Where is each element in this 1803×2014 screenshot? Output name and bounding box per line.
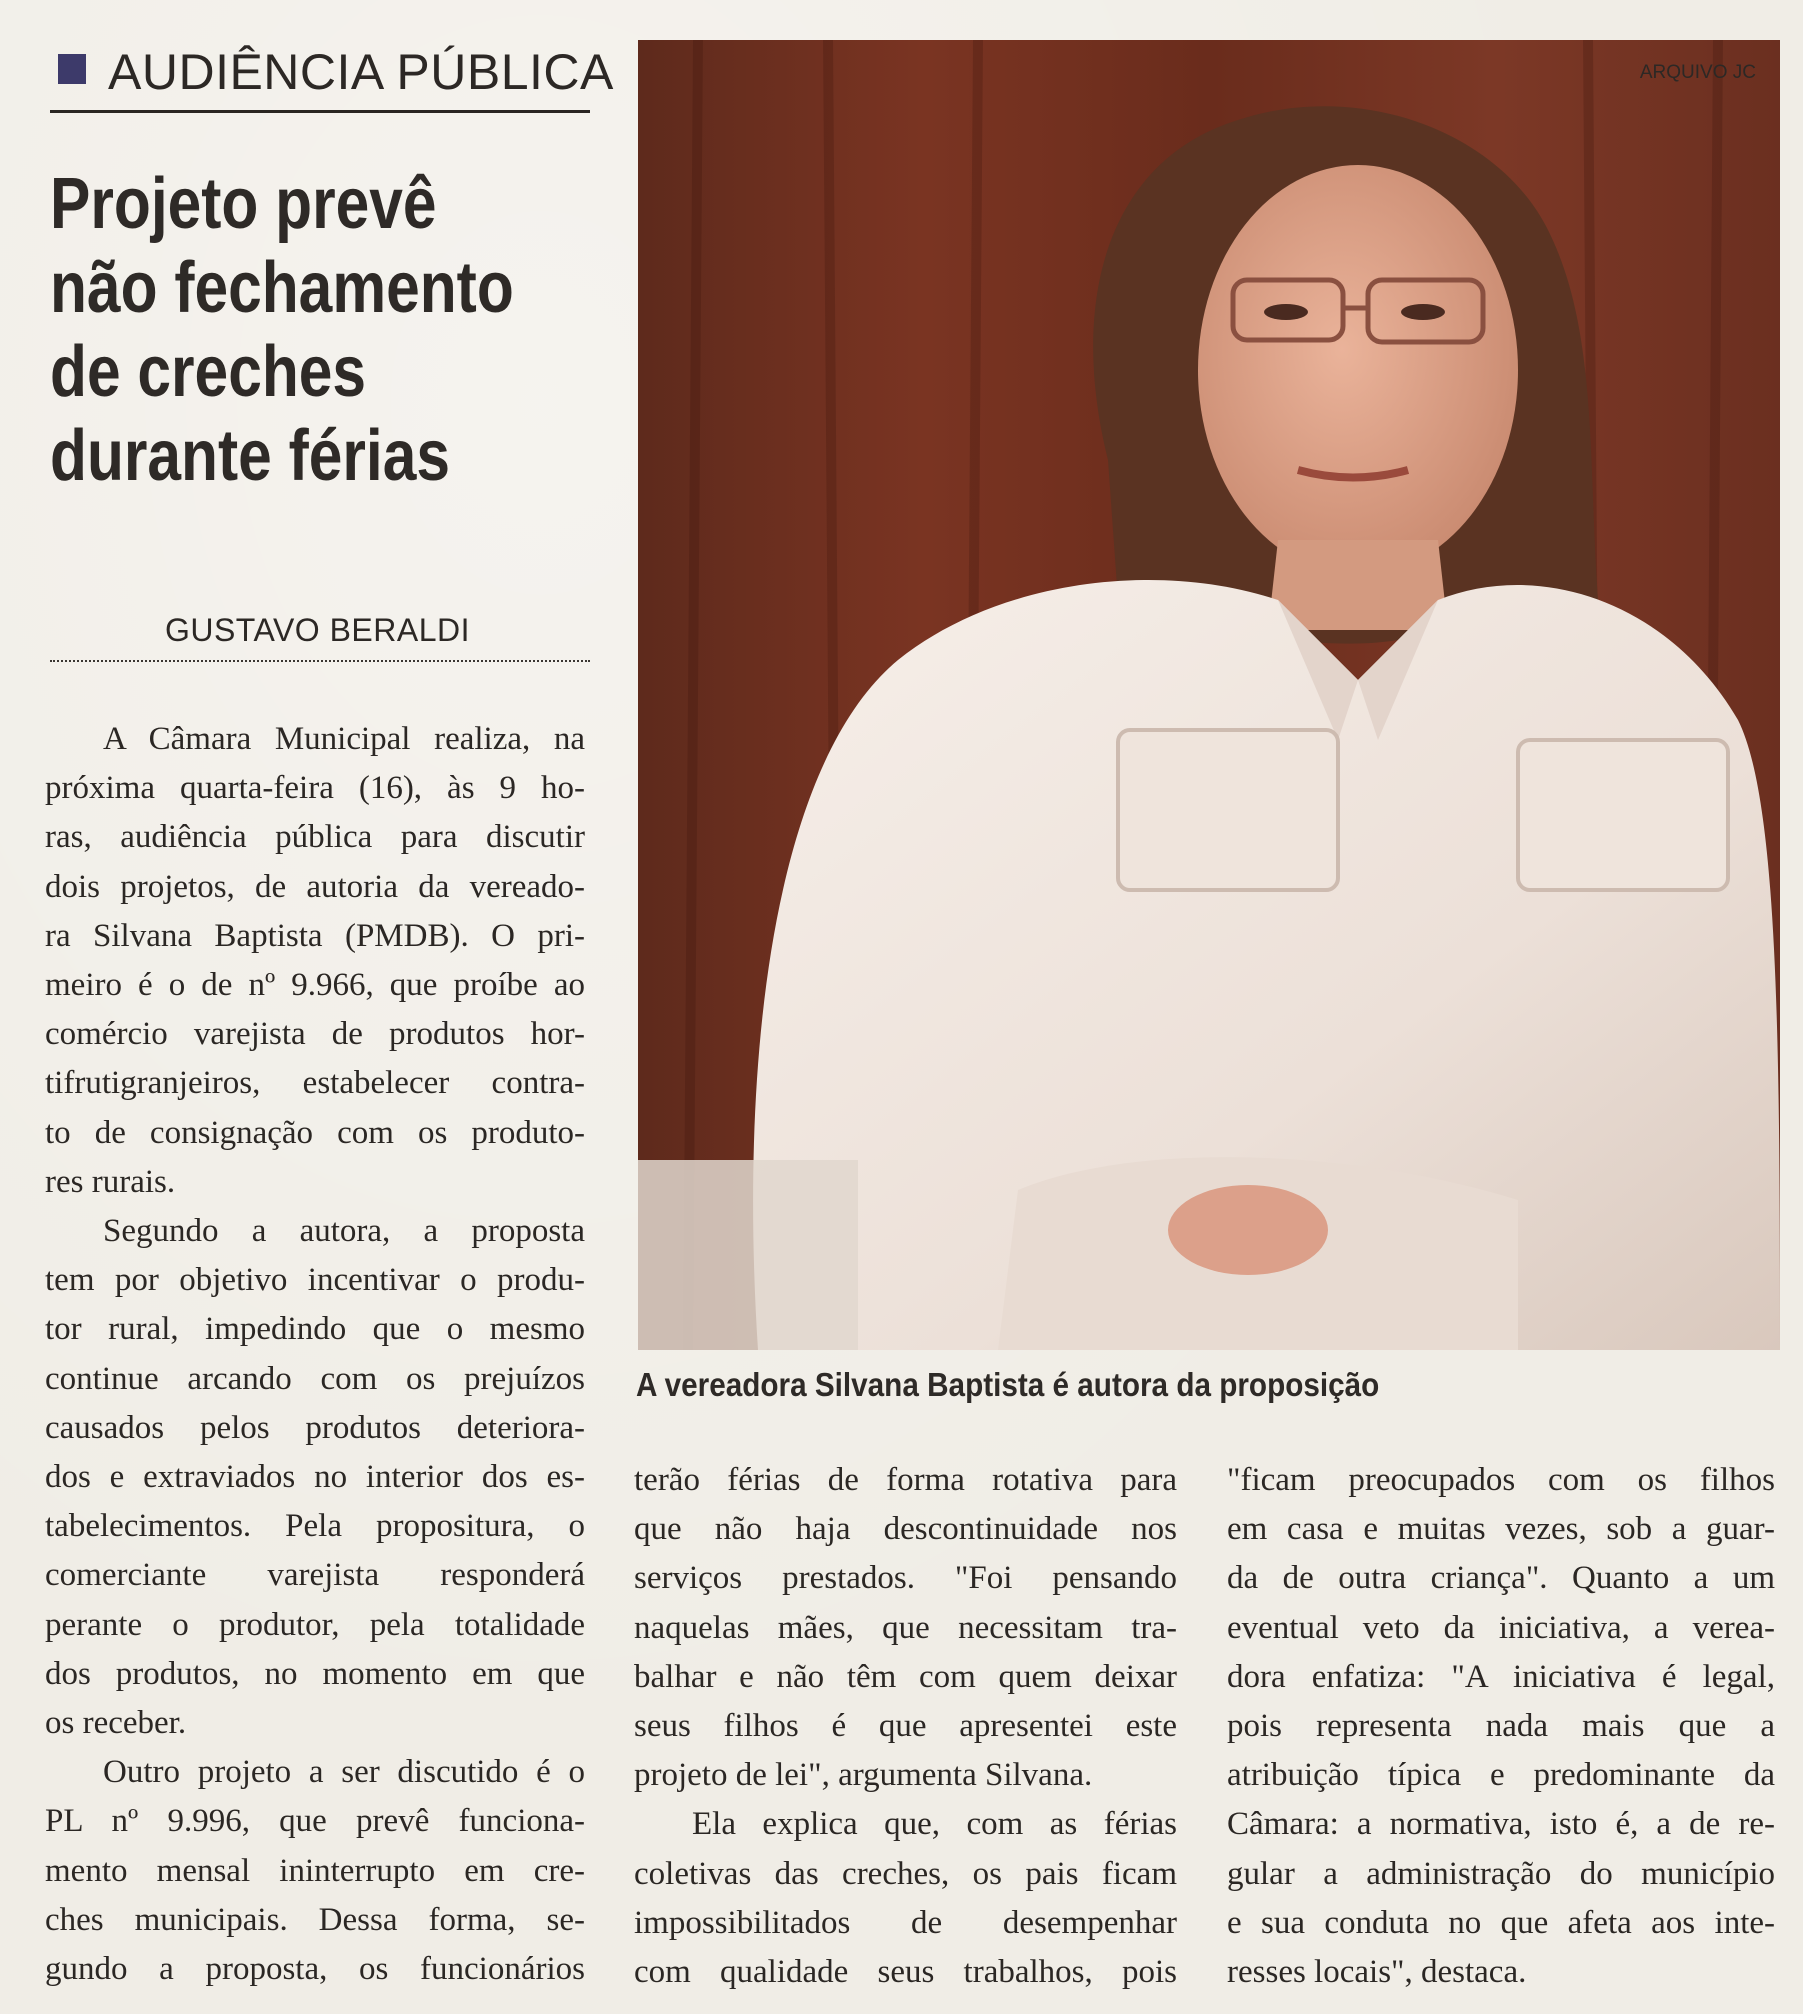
headline-line: não fechamento: [50, 248, 514, 328]
section-square-icon: [58, 54, 86, 84]
text-line: balhar e não têm com quem deixar: [634, 1658, 1177, 1695]
text-line: seus filhos é que apresentei este: [634, 1708, 1177, 1745]
text-line: comerciante varejista responderá: [45, 1557, 585, 1594]
text-line: tifrutigranjeiros, estabelecer contra-: [45, 1065, 585, 1102]
text-line: ches municipais. Dessa forma, se-: [45, 1901, 585, 1938]
text-line: da de outra criança". Quanto a um: [1227, 1560, 1775, 1597]
text-line: serviços prestados. "Foi pensando: [634, 1560, 1177, 1597]
headline-line: durante férias: [50, 416, 450, 496]
text-line: gundo a proposta, os funcionários: [45, 1951, 585, 1988]
text-line: terão férias de forma rotativa para: [634, 1462, 1177, 1498]
text-line: A Câmara Municipal realiza, na: [103, 721, 585, 757]
text-line: impossibilitados de desempenhar: [634, 1904, 1177, 1941]
headline-line: de creches: [50, 332, 367, 412]
text-line: eventual veto da iniciativa, a verea-: [1227, 1609, 1775, 1646]
text-line: continue arcando com os prejuízos: [45, 1360, 585, 1397]
text-line: res rurais.: [45, 1163, 176, 1200]
text-line: causados pelos produtos deteriora-: [45, 1409, 585, 1446]
article-column-2: [634, 1456, 1177, 1997]
text-line: ras, audiência pública para discutir: [45, 819, 585, 856]
text-line: Segundo a autora, a proposta: [103, 1213, 585, 1250]
headline-line: Projeto prevê: [50, 164, 437, 244]
text-line: comércio varejista de produtos hor-: [45, 1016, 585, 1053]
text-line: dora enfatiza: "A iniciativa é legal,: [1227, 1658, 1775, 1695]
text-line: coletivas das creches, os pais ficam: [634, 1855, 1177, 1892]
text-line: to de consignação com os produto-: [45, 1114, 585, 1151]
author-name: GUSTAVO BERALDI: [164, 612, 470, 648]
section-header: [50, 38, 614, 113]
text-line: que não haja descontinuidade nos: [634, 1511, 1177, 1548]
text-line: "ficam preocupados com os filhos: [1227, 1462, 1775, 1498]
text-line: próxima quarta-feira (16), às 9 ho-: [45, 770, 585, 807]
text-line: Outro projeto a ser discutido é o: [103, 1754, 585, 1791]
article-photo: [638, 40, 1780, 1350]
text-line: os receber.: [45, 1705, 187, 1742]
text-line: mento mensal ininterrupto em cre-: [45, 1852, 585, 1889]
photo-caption: A vereadora Silvana Baptista é autora da proposição: [636, 1366, 1380, 1403]
text-line: e sua conduta no que afeta aos inte-: [1227, 1904, 1775, 1941]
text-line: resses locais", destaca.: [1227, 1954, 1527, 1991]
portrait-photo: [638, 40, 1780, 1350]
text-line: Ela explica que, com as férias: [692, 1806, 1177, 1843]
text-line: tem por objetivo incentivar o produ-: [45, 1262, 585, 1299]
text-line: dos produtos, no momento em que: [45, 1655, 585, 1692]
headline: [50, 162, 514, 498]
text-line: naquelas mães, que necessitam tra-: [634, 1609, 1177, 1646]
text-line: ra Silvana Baptista (PMDB). O pri-: [45, 917, 585, 954]
text-line: com qualidade seus trabalhos, pois: [634, 1954, 1177, 1991]
text-line: meiro é o de nº 9.966, que proíbe ao: [45, 967, 585, 1004]
article-column-3: [1227, 1456, 1775, 1997]
text-line: gular a administração do município: [1227, 1855, 1775, 1892]
article-column-1: [45, 715, 585, 1994]
photo-credit: ARQUIVO JC: [1639, 62, 1756, 83]
text-line: dos e extraviados no interior dos es-: [45, 1459, 585, 1496]
text-line: pois representa nada mais que a: [1227, 1708, 1775, 1745]
text-line: PL nº 9.996, que prevê funciona-: [45, 1803, 585, 1840]
text-line: dois projetos, de autoria da vereado-: [45, 868, 585, 905]
text-line: tabelecimentos. Pela propositura, o: [45, 1508, 585, 1545]
text-line: em casa e muitas vezes, sob a guar-: [1227, 1511, 1775, 1548]
text-line: atribuição típica e predominante da: [1227, 1757, 1775, 1794]
text-line: Câmara: a normativa, isto é, a de re-: [1227, 1806, 1775, 1843]
text-line: perante o produtor, pela totalidade: [45, 1606, 585, 1643]
section-title: AUDIÊNCIA PÚBLICA: [108, 44, 614, 100]
text-line: projeto de lei", argumenta Silvana.: [634, 1757, 1093, 1794]
byline: [50, 606, 590, 662]
text-line: tor rural, impedindo que o mesmo: [45, 1311, 585, 1348]
